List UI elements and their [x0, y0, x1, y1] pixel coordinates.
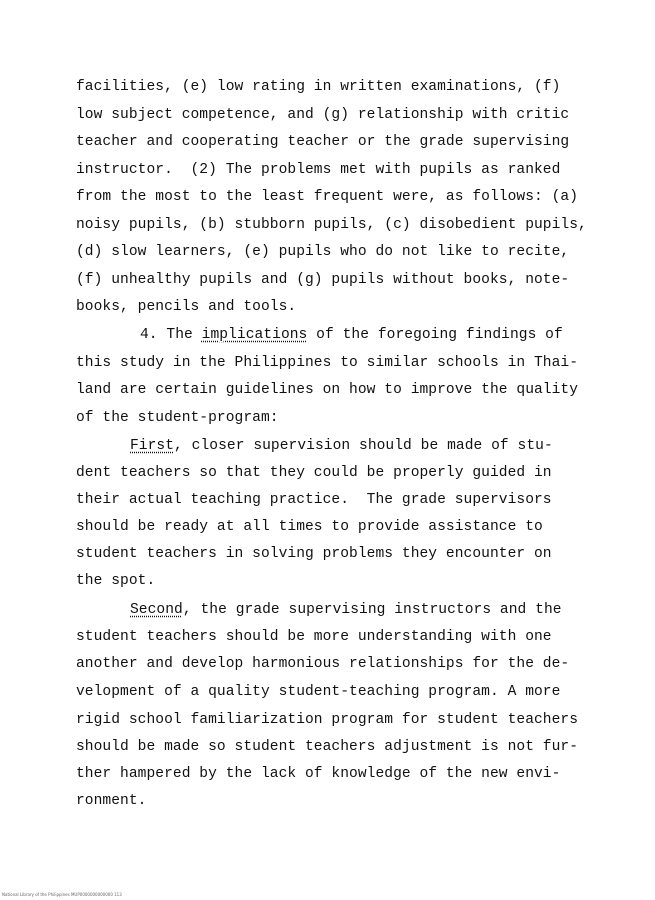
- body-line: student teachers should be more understanding with one: [76, 629, 552, 645]
- body-line: teacher and cooperating teacher or the grade supervising: [76, 134, 570, 150]
- body-line: facilities, (e) low rating in written examinations, (f): [76, 79, 561, 95]
- body-line: their actual teaching practice. The grade supervisors: [76, 492, 552, 508]
- body-line: another and develop harmonious relationships for the de-: [76, 656, 570, 672]
- body-line: land are certain guidelines on how to improve the quality: [76, 382, 579, 398]
- body-line: books, pencils and tools.: [76, 299, 297, 315]
- paragraph-4-first-line: [140, 326, 563, 344]
- body-line: rigid school familiarization program for student teachers: [76, 712, 579, 728]
- body-line: low subject competence, and (g) relationship with critic: [76, 107, 570, 123]
- body-line: should be ready at all times to provide assistance to: [76, 519, 543, 535]
- body-line: noisy pupils, (b) stubborn pupils, (c) disobedient pupils,: [76, 217, 587, 233]
- body-line: should be made so student teachers adjustment is not fur-: [76, 739, 579, 755]
- paragraph-text: , closer supervision should be made of stu-: [174, 438, 553, 454]
- body-line: dent teachers so that they could be properly guided in: [76, 465, 552, 481]
- body-line: velopment of a quality student-teaching program. A more: [76, 684, 561, 700]
- body-line: (f) unhealthy pupils and (g) pupils without books, note-: [76, 272, 570, 288]
- second-paragraph-first-line: [130, 601, 562, 619]
- first-paragraph-first-line: [130, 437, 553, 455]
- paragraph-text: of the foregoing findings of: [307, 327, 563, 343]
- body-line: student teachers in solving problems they encounter on: [76, 546, 552, 562]
- body-line: ther hampered by the lack of knowledge of the new envi-: [76, 766, 561, 782]
- body-line: ronment.: [76, 793, 147, 809]
- paragraph-number: 4.: [140, 327, 158, 343]
- body-line: of the student-program:: [76, 410, 279, 426]
- underlined-term: Second: [130, 602, 183, 618]
- underlined-term: First: [130, 438, 175, 454]
- body-line: the spot.: [76, 573, 156, 589]
- body-line: from the most to the least frequent were, as follows: (a): [76, 189, 579, 205]
- body-line: (d) slow learners, (e) pupils who do not like to recite,: [76, 244, 570, 260]
- body-line: instructor. (2) The problems met with pupils as ranked: [76, 162, 561, 178]
- paragraph-text: The: [157, 327, 202, 343]
- paragraph-text: , the grade supervising instructors and the: [182, 602, 562, 618]
- scan-footer: National Library of the Philippines MUP0000000000000 113: [2, 892, 122, 897]
- body-line: this study in the Philippines to similar schools in Thai-: [76, 355, 579, 371]
- underlined-term: implications: [201, 327, 308, 343]
